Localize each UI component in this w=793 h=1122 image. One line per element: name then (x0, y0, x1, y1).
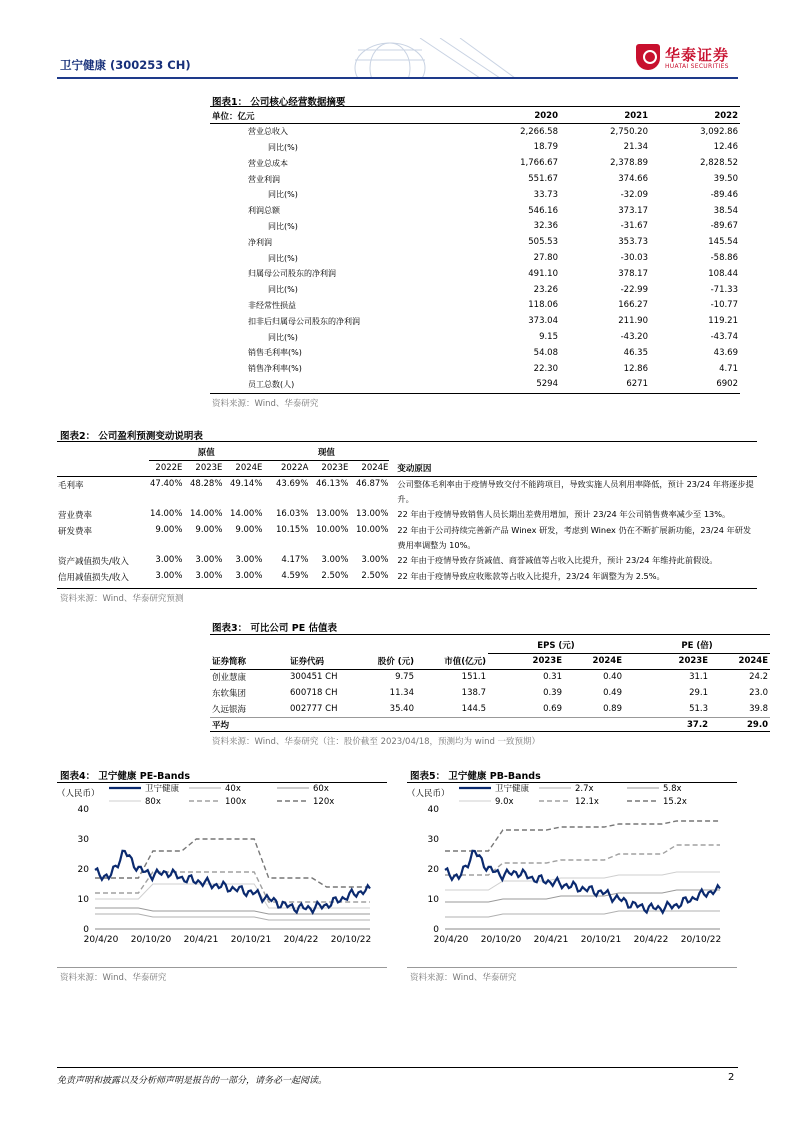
fig1-row-label: 归属母公司股东的净利润 (248, 269, 336, 279)
fig1-cell: -10.77 (710, 300, 738, 311)
fig1-cell: 373.17 (618, 205, 648, 216)
fig2-cell: 49.14% (230, 478, 263, 489)
fig2-cell: 3.00% (235, 554, 263, 565)
fig2-reason: 公司整体毛利率由于疫情导致交付不能跨项目，导致实施人员利用率降低，预计 23/24 年将逐步提升。 (397, 478, 754, 504)
fig3-avg-label: 平均 (212, 721, 230, 732)
fig3-col: 2024E (592, 656, 622, 666)
fig2-cell: 10.15% (276, 524, 309, 535)
series-line-40x (95, 914, 370, 920)
fig2-reason: 22 年由于疫情导致应收账款等占收入比提升，23/24 年调整为为 2.5%。 (397, 571, 665, 581)
x-tick-label: 20/10/21 (580, 935, 622, 945)
fig1-cell: 166.27 (618, 300, 648, 311)
fig2-row-label: 信用减值损失/收入 (58, 572, 129, 583)
footer-divider (57, 1067, 738, 1068)
fig2-year: 2023E (321, 463, 349, 473)
fig2-group-new: 现值 (263, 444, 389, 460)
fig3-cell: 51.3 (689, 703, 708, 714)
fig2-cell: 48.28% (190, 478, 223, 489)
fig3-table (210, 637, 770, 733)
fig2-reason-header: 变动原因 (397, 463, 432, 474)
fig3-cell: 9.75 (395, 672, 414, 683)
fig2-row-label: 毛利率 (58, 480, 84, 491)
fig3-cell: 29.1 (689, 688, 708, 698)
fig2-data-row (57, 569, 757, 585)
huatai-logo (636, 44, 740, 74)
fig3-cell: 0.49 (603, 688, 622, 698)
fig3-cell: 31.1 (689, 672, 708, 683)
x-tick-label: 20/4/22 (283, 935, 319, 945)
fig2-cell: 3.00% (155, 570, 183, 581)
fig3-bottom-rule (210, 731, 770, 732)
fig5-title: 图表5： 卫宁健康 PB-Bands (410, 771, 541, 782)
y-tick-label: 0 (433, 925, 439, 935)
fig3-cell: 300451 CH (290, 672, 338, 683)
fig3-title: 图表3： 可比公司 PE 估值表 (212, 623, 337, 634)
fig1-data-row (210, 250, 740, 266)
chart-ylabel: （人民币） (57, 789, 100, 799)
fig1-cell: 9.15 (539, 332, 558, 343)
legend-label: 15.2x (663, 797, 687, 807)
fig3-pe-header: PE (倍) (624, 637, 770, 653)
fig4-bottom-rule (57, 967, 387, 968)
fig2-cell: 14.00% (150, 508, 183, 519)
fig2-header-row (57, 460, 757, 476)
fig1-cell: 39.50 (713, 174, 738, 185)
fig1-row-label: 扣非后归属母公司股东的净利润 (248, 316, 360, 326)
fig3-cell: 151.1 (461, 672, 486, 683)
fig1-cell: -89.46 (710, 189, 738, 200)
fig2-cell: 4.59% (281, 570, 309, 581)
report-header-title: 卫宁健康 (300253 CH) (60, 58, 191, 72)
x-tick-label: 20/4/20 (433, 935, 469, 945)
fig1-cell: 54.08 (533, 347, 558, 358)
fig1-data-row (210, 266, 740, 282)
x-tick-label: 20/10/20 (130, 935, 172, 945)
legend-label: 卫宁健康 (145, 784, 180, 794)
fig2-cell: 3.00% (155, 554, 183, 565)
fig3-col: 2023E (532, 656, 562, 666)
fig3-cell: 144.5 (461, 703, 486, 714)
fig3-cell: 24.2 (749, 672, 768, 683)
fig2-cell: 4.17% (281, 554, 309, 565)
fig2-year: 2022A (280, 463, 309, 473)
fig3-source: 资料来源：Wind、华泰研究（注：股价截至 2023/04/18，预测均为 wind 一致预期） (212, 737, 541, 747)
legend-label: 120x (313, 797, 335, 807)
y-tick-label: 30 (427, 835, 439, 845)
fig1-cell: 505.53 (528, 237, 558, 248)
fig1-cell: 118.06 (528, 300, 558, 311)
fig1-cell: 5294 (536, 379, 558, 390)
fig2-year: 2024E (361, 463, 389, 473)
fig3-cell: 11.34 (389, 688, 414, 698)
legend-label: 60x (313, 784, 329, 794)
fig1-row-label: 营业总收入 (248, 127, 288, 137)
fig1-cell: -58.86 (710, 253, 738, 264)
fig2-table (57, 444, 757, 585)
fig1-cell: -30.03 (620, 253, 648, 264)
fig1-row-label: 同比(%) (268, 332, 298, 342)
fig1-cell: 551.67 (528, 174, 558, 185)
fig3-cell: 23.0 (749, 688, 768, 698)
fig1-row-label: 非经常性损益 (248, 300, 296, 310)
fig1-cell: 12.46 (713, 142, 738, 153)
fig1-cell: 353.73 (618, 237, 648, 248)
fig2-top-rule (57, 441, 757, 442)
fig1-cell: -43.74 (710, 332, 738, 343)
fig2-year: 2022E (155, 463, 183, 473)
pe-bands-chart (57, 784, 387, 960)
fig1-cell: 32.36 (533, 221, 558, 232)
fig1-cell: -22.99 (620, 284, 648, 295)
fig4-top-rule (57, 782, 387, 783)
fig1-cell: -71.33 (710, 284, 738, 295)
legend-label: 40x (225, 784, 241, 794)
fig1-cell: 27.80 (533, 253, 558, 264)
fig1-cell: 22.30 (533, 363, 558, 374)
fig1-cell: 46.35 (623, 347, 648, 358)
fig3-col: 2024E (738, 656, 768, 666)
fig4-title: 图表4： 卫宁健康 PE-Bands (60, 771, 190, 782)
fig1-cell: 2,378.89 (610, 158, 648, 169)
fig2-reason: 22 年由于疫情导致销售人员长期出差费用增加，预计 23/24 年公司销售费率减少至 13%。 (397, 509, 731, 519)
fig3-data-row (210, 701, 770, 717)
y-tick-label: 20 (77, 865, 89, 875)
fig3-cell: 35.40 (389, 703, 414, 714)
fig2-title: 图表2： 公司盈利预测变动说明表 (60, 431, 203, 442)
fig1-data-row (210, 377, 740, 393)
fig3-cell: 久远银海 (212, 704, 247, 715)
fig1-year: 2021 (624, 110, 648, 121)
fig1-top-rule (210, 106, 740, 107)
fig2-source: 资料来源：Wind、华泰研究预测 (60, 594, 184, 604)
fig3-col: 证券代码 (290, 656, 325, 667)
fig3-avg-pe24: 29.0 (747, 720, 768, 731)
fig1-row-label: 净利润 (248, 237, 272, 247)
fig3-cell: 0.69 (543, 703, 562, 714)
fig1-header-rule (210, 123, 740, 124)
fig3-cell: 138.7 (461, 688, 486, 698)
globe-watermark-icon (330, 38, 520, 78)
pb-bands-chart (407, 784, 737, 960)
fig3-avg-pe23: 37.2 (687, 720, 708, 731)
fig1-cell: 2,750.20 (610, 126, 648, 137)
series-line-2.7x (445, 911, 720, 917)
fig2-cell: 14.00% (230, 508, 263, 519)
fig2-group-old: 原值 (149, 444, 263, 460)
y-tick-label: 0 (83, 925, 89, 935)
fig1-data-row (210, 171, 740, 187)
fig1-row-label: 同比(%) (268, 190, 298, 200)
fig1-cell: 23.26 (533, 284, 558, 295)
fig1-data-row (210, 345, 740, 361)
fig2-cell: 10.00% (316, 524, 349, 535)
fig2-cell: 16.03% (276, 508, 309, 519)
legend-label: 100x (225, 797, 247, 807)
fig2-cell: 2.50% (321, 570, 349, 581)
fig4-source: 资料来源：Wind、华泰研究 (60, 973, 167, 983)
fig1-cell: 378.17 (618, 268, 648, 279)
fig1-year: 2020 (534, 110, 558, 121)
fig3-cell: 0.39 (543, 688, 562, 698)
fig3-cell: 39.8 (749, 703, 768, 714)
x-tick-label: 20/10/22 (680, 935, 722, 945)
fig1-data-row (210, 155, 740, 171)
fig2-data-row (57, 553, 757, 569)
fig1-cell: 211.90 (618, 316, 648, 327)
fig2-cell: 9.00% (155, 524, 183, 535)
fig3-top-rule (210, 634, 770, 635)
fig3-col: 股价 (元) (377, 656, 414, 667)
fig1-row-label: 同比(%) (268, 221, 298, 231)
chart-ylabel: （人民币） (407, 789, 450, 799)
legend-label: 80x (145, 797, 161, 807)
fig3-cell: 东软集团 (212, 689, 247, 699)
fig3-cell: 0.89 (603, 703, 622, 714)
fig1-header-row (210, 108, 740, 124)
fig2-cell: 46.87% (356, 478, 389, 489)
fig3-cell: 创业慧康 (212, 673, 247, 684)
fig1-title: 图表1： 公司核心经营数据摘要 (212, 97, 346, 108)
fig3-cell: 0.40 (603, 672, 622, 683)
fig2-reason: 22 年由于疫情导致存货减值、商誉减值等占收入比提升，预计 23/24 年维持此前假设。 (397, 555, 718, 565)
fig1-row-label: 营业利润 (248, 174, 280, 184)
y-tick-label: 10 (427, 895, 439, 905)
fig1-data-row (210, 140, 740, 156)
fig1-cell: 108.44 (708, 268, 738, 279)
footer-disclaimer: 免责声明和披露以及分析师声明是报告的一部分，请务必一起阅读。 (57, 1076, 328, 1086)
fig2-cell: 43.69% (276, 478, 309, 489)
huatai-logo-mark-icon (636, 44, 660, 70)
fig3-eps-header: EPS (元) (488, 637, 624, 653)
fig1-cell: 33.73 (533, 189, 558, 200)
fig1-row-label: 营业总成本 (248, 158, 288, 168)
fig1-row-label: 员工总数(人) (248, 379, 295, 389)
fig1-data-row (210, 234, 740, 250)
fig2-group-row (57, 444, 757, 460)
series-line-15.2x (445, 821, 720, 851)
fig1-data-row (210, 282, 740, 298)
fig1-row-label: 利润总额 (248, 206, 280, 216)
series-line-卫宁健康 (445, 851, 720, 913)
logo-cn-text: 华泰证券 (665, 46, 730, 64)
x-tick-label: 20/10/22 (330, 935, 372, 945)
fig1-row-label: 销售毛利率(%) (248, 348, 302, 358)
fig2-year: 2023E (195, 463, 223, 473)
fig2-reason: 22 年由于公司持续完善新产品 Winex 研发，考虑到 Winex 仍在不断扩展新功能，23/24 年研发费用率调整为 10%。 (397, 524, 752, 550)
x-tick-label: 20/4/21 (533, 935, 569, 945)
fig2-cell: 47.40% (150, 478, 183, 489)
fig3-col: 2023E (678, 656, 708, 666)
x-tick-label: 20/4/21 (183, 935, 219, 945)
fig2-year: 2024E (235, 463, 263, 473)
fig5-top-rule (407, 782, 737, 783)
fig2-cell: 3.00% (321, 554, 349, 565)
fig3-cell: 002777 CH (290, 703, 338, 714)
fig2-cell: 10.00% (356, 524, 389, 535)
fig1-cell: 119.21 (708, 316, 738, 327)
fig1-cell: 6902 (716, 379, 738, 390)
fig1-data-row (210, 298, 740, 314)
fig2-data-row (57, 507, 757, 523)
fig1-row-label: 同比(%) (268, 285, 298, 295)
fig2-row-label: 资产减值损失/收入 (58, 556, 129, 567)
y-tick-label: 40 (427, 805, 439, 815)
fig3-col: 市值(亿元) (444, 656, 486, 667)
fig2-cell: 9.00% (235, 524, 263, 535)
fig1-cell: -89.67 (710, 221, 738, 232)
fig2-cell: 13.00% (316, 508, 349, 519)
legend-label: 12.1x (575, 797, 599, 807)
y-tick-label: 20 (427, 865, 439, 875)
header-divider (57, 77, 738, 79)
fig2-row-label: 营业费率 (58, 510, 93, 521)
x-tick-label: 20/10/21 (230, 935, 272, 945)
fig2-cell: 3.00% (195, 570, 223, 581)
fig3-header-row (210, 653, 770, 669)
legend-label: 9.0x (495, 797, 514, 807)
logo-en-text: HUATAI SECURITIES (665, 63, 729, 70)
fig1-cell: 4.71 (719, 363, 738, 374)
fig1-cell: 21.34 (623, 142, 648, 153)
fig1-cell: 12.86 (623, 363, 648, 374)
fig1-cell: -43.20 (620, 332, 648, 343)
fig1-source: 资料来源：Wind、华泰研究 (212, 399, 319, 409)
fig1-cell: 18.79 (533, 142, 558, 153)
fig1-cell: 374.66 (618, 174, 648, 185)
series-line-5.8x (445, 890, 720, 902)
x-tick-label: 20/10/20 (480, 935, 522, 945)
legend-label: 2.7x (575, 784, 594, 794)
fig1-cell: -32.09 (620, 189, 648, 200)
fig1-cell: 38.54 (713, 205, 738, 216)
fig1-data-row (210, 361, 740, 377)
y-tick-label: 30 (77, 835, 89, 845)
fig2-cell: 46.13% (316, 478, 349, 489)
fig2-cell: 9.00% (195, 524, 223, 535)
fig1-cell: 373.04 (528, 316, 558, 327)
series-line-卫宁健康 (95, 851, 370, 913)
fig2-cell: 13.00% (356, 508, 389, 519)
fig1-cell: 43.69 (713, 347, 738, 358)
fig2-data-row (57, 523, 757, 553)
fig1-cell: 1,766.67 (520, 158, 558, 169)
fig3-data-row (210, 669, 770, 685)
series-line-120x (95, 839, 370, 887)
fig3-cell: 0.31 (543, 672, 562, 683)
fig1-data-row (210, 329, 740, 345)
fig1-cell: -31.67 (620, 221, 648, 232)
x-tick-label: 20/4/22 (633, 935, 669, 945)
fig2-cell: 3.00% (195, 554, 223, 565)
fig1-data-row (210, 203, 740, 219)
y-tick-label: 10 (77, 895, 89, 905)
x-tick-label: 20/4/20 (83, 935, 119, 945)
fig1-cell: 6271 (626, 379, 648, 390)
fig3-group-row (210, 637, 770, 653)
fig2-data-row (57, 476, 757, 507)
fig3-data-row (210, 685, 770, 701)
fig1-data-row (210, 187, 740, 203)
fig2-cell: 3.00% (235, 570, 263, 581)
fig1-unit-label: 单位：亿元 (212, 111, 255, 122)
fig1-row-label: 同比(%) (268, 253, 298, 263)
fig1-cell: 491.10 (528, 268, 558, 279)
fig1-cell: 2,828.52 (700, 158, 738, 169)
fig3-col: 证券简称 (212, 656, 247, 667)
legend-label: 5.8x (663, 784, 682, 794)
page-number: 2 (728, 1072, 735, 1083)
fig2-bottom-rule (57, 588, 757, 589)
fig2-cell: 2.50% (361, 570, 389, 581)
y-tick-label: 40 (77, 805, 89, 815)
fig5-source: 资料来源：Wind、华泰研究 (410, 973, 517, 983)
fig1-data-row (210, 219, 740, 235)
fig3-cell: 600718 CH (290, 688, 338, 698)
legend-label: 卫宁健康 (495, 784, 530, 794)
fig5-bottom-rule (407, 967, 737, 968)
fig1-bottom-rule (210, 393, 740, 394)
fig2-cell: 3.00% (361, 554, 389, 565)
fig1-row-label: 销售净利率(%) (248, 364, 302, 374)
fig2-row-label: 研发费率 (58, 526, 93, 537)
fig1-data-row (210, 124, 740, 140)
fig2-cell: 14.00% (190, 508, 223, 519)
fig1-row-label: 同比(%) (268, 142, 298, 152)
fig1-table (210, 108, 740, 392)
fig1-cell: 3,092.86 (700, 126, 738, 137)
fig1-data-row (210, 313, 740, 329)
fig1-cell: 2,266.58 (520, 126, 558, 137)
fig1-cell: 546.16 (528, 205, 558, 216)
fig1-cell: 145.54 (708, 237, 738, 248)
fig1-year: 2022 (714, 110, 738, 121)
